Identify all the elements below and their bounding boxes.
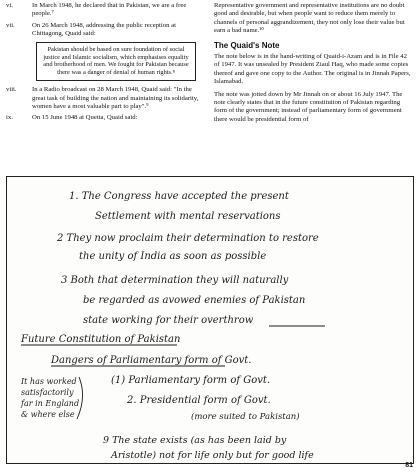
list-item — [6, 2, 206, 19]
section-heading: The Quaid's Note — [214, 40, 280, 50]
note-heading: Dangers of Parliamentary form of Govt. — [51, 355, 252, 366]
item-number: vi. — [6, 2, 13, 9]
note-line: 9 The state exists (as has been laid by — [103, 435, 287, 446]
handwritten-note-svg — [7, 177, 413, 463]
margin-note: far in England — [21, 399, 80, 408]
left-column — [6, 2, 206, 126]
item-number: vii. — [6, 21, 15, 29]
note-line: 3 Both that determination they will naturally — [61, 275, 289, 286]
item-text: On 15 June 1948 at Quetta, Quaid said: — [32, 114, 138, 122]
list-item — [6, 22, 206, 39]
list-item — [6, 86, 206, 111]
body-paragraph: The note below is in the hand-writing of Quaid-i-Azam and is in File 42 of 1947. It was unsealed by President Ziaul Haq, who made some copies thereof and gave one copy to the Author. The original is in Jinnah Papers, Islamabad. — [214, 53, 411, 86]
note-line: 2. Presidential form of Govt. — [127, 395, 271, 406]
quote-box: Pakistan should be based on sure foundation of social justice and Islamic socialism, which emphasises equality and brotherhood of men. We fought for Pakistan because there was a danger of denial of human rights.⁸ — [36, 42, 196, 82]
note-line: Settlement with mental reservations — [95, 211, 281, 222]
margin-note: It has worked — [21, 377, 77, 386]
note-line: the unity of India as soon as possible — [79, 251, 267, 262]
item-text: In a Radio broadcast on 28 March 1948, Quaid said: "In the great task of building the nation and maintaining its solidarity, women have a most valuable part to play".⁹ — [32, 86, 199, 111]
note-line: (1) Parliamentary form of Govt. — [111, 375, 271, 386]
note-line: (more suited to Pakistan) — [191, 412, 300, 422]
note-line: 2 They now proclaim their determination to restore — [57, 233, 319, 244]
body-paragraph: The note was jotted down by Mr Jinnah on or about 16 July 1947. The note clearly states that in the future constitution of Pakistan regarding form of the government; instead of parliamentary form of government there would be presidential form of — [214, 90, 403, 123]
handwritten-note-facsimile — [6, 176, 414, 464]
note-line: 1. The Congress have accepted the present — [69, 191, 289, 202]
note-heading: Future Constitution of Pakistan — [21, 334, 181, 345]
note-line: be regarded as avowed enemies of Pakistan — [83, 295, 306, 306]
list-item — [6, 114, 206, 122]
bracket-stroke — [77, 377, 83, 419]
item-text: On 26 March 1948, addressing the public reception at Chittagong, Quaid said: — [32, 21, 176, 38]
margin-note: & where else — [21, 410, 75, 419]
note-line: Aristotle) not for life only but for good life — [111, 450, 314, 461]
note-line: state working for their overthrow — [83, 315, 254, 326]
intro-paragraph: Representative government and representative institutions are no doubt good and desirable, but when people want to reduce them merely to channels of personal aggrandizement, they not only lose their value but earn a bad name.¹⁰ — [214, 2, 405, 35]
item-number: ix. — [6, 114, 13, 122]
right-column — [214, 2, 412, 128]
margin-note: satisfactorily — [21, 388, 74, 397]
item-text: In March 1948, he declared that in Pakistan, we are a free people.⁷ — [32, 2, 187, 18]
page-number: 81 — [405, 462, 413, 469]
item-number: viii. — [6, 86, 17, 94]
